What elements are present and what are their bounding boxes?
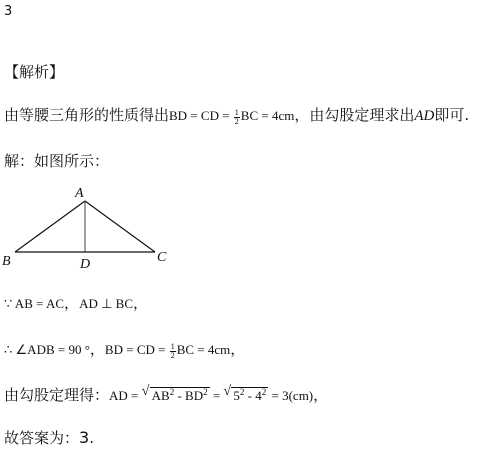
therefore-lhs: BD = CD = xyxy=(104,342,169,357)
given-text: ∵ AB = AC xyxy=(4,296,65,311)
radical-sign-two: √ xyxy=(223,384,232,399)
sqrt2-exp-a: 2 xyxy=(239,387,245,397)
sqrt2-exp-b: 2 xyxy=(261,387,267,397)
sqrt1-exp-a: 2 xyxy=(169,387,175,397)
radical-sign-one: √ xyxy=(141,384,150,399)
intro-text-after: 即可. xyxy=(434,106,470,124)
sqrt1-exp-b: 2 xyxy=(203,387,208,397)
given-text2: AD ⊥ BC xyxy=(79,296,134,311)
analysis-heading: 【解析】 xyxy=(4,63,65,81)
therefore-text: ∴ ∠ADB = 90 ° xyxy=(4,342,90,357)
therefore-end: ， xyxy=(230,340,246,358)
pythagoras-formula xyxy=(109,384,314,403)
answer-end: . xyxy=(89,429,94,447)
pythagoras-eq: = xyxy=(209,388,224,403)
side-ab xyxy=(15,201,85,252)
side-ac xyxy=(85,201,155,252)
intro-frac-num: 1 xyxy=(234,107,239,117)
sqrt2-mid: - 4 xyxy=(244,388,262,403)
label-c: C xyxy=(157,250,167,265)
intro-text-before: 由等腰三角形的性质得出 xyxy=(4,106,170,124)
line-therefore xyxy=(4,338,245,360)
pythagoras-rhs: = 3(cm) xyxy=(268,388,314,403)
therefore-frac-den: 2 xyxy=(170,350,175,360)
given-sep: ， xyxy=(64,294,80,312)
question-number: 3 xyxy=(4,4,13,19)
sqrt1-a: AB xyxy=(151,388,170,403)
analysis-intro xyxy=(4,104,469,126)
intro-fraction xyxy=(234,109,240,126)
therefore-fraction xyxy=(170,343,176,360)
line-pythagoras xyxy=(4,384,328,405)
given-end: ， xyxy=(133,294,149,312)
therefore-rhs: BC = 4cm xyxy=(176,342,231,357)
pythagoras-label: 由勾股定理得： xyxy=(4,386,110,404)
intro-formula-rhs: BC = 4cm xyxy=(240,108,295,123)
line-given xyxy=(4,292,148,313)
pythagoras-lhs: AD = xyxy=(109,388,142,403)
label-d: D xyxy=(80,257,91,272)
answer-line xyxy=(4,427,94,448)
pythagoras-end: ， xyxy=(313,386,329,404)
answer-label: 故答案为： xyxy=(4,429,80,447)
intro-text-middle: ，由勾股定理求出 xyxy=(294,106,415,124)
triangle-figure xyxy=(0,180,200,275)
sqrt-two xyxy=(223,384,268,404)
intro-frac-den: 2 xyxy=(234,116,239,126)
therefore-sep: ， xyxy=(89,340,105,358)
therefore-frac-num: 1 xyxy=(170,341,175,351)
sqrt2-a: 5 xyxy=(233,388,240,403)
therefore-formula xyxy=(104,341,231,360)
sqrt-one xyxy=(141,384,210,404)
answer-value: 3 xyxy=(79,428,90,447)
intro-var: AD xyxy=(414,108,435,124)
intro-formula-lhs: BD = CD = xyxy=(169,108,233,123)
intro-formula xyxy=(169,107,295,126)
label-a: A xyxy=(75,186,84,201)
label-b: B xyxy=(2,254,11,269)
sqrt1-mid: - BD xyxy=(174,388,204,403)
solution-label: 解：如图所示： xyxy=(4,152,110,170)
